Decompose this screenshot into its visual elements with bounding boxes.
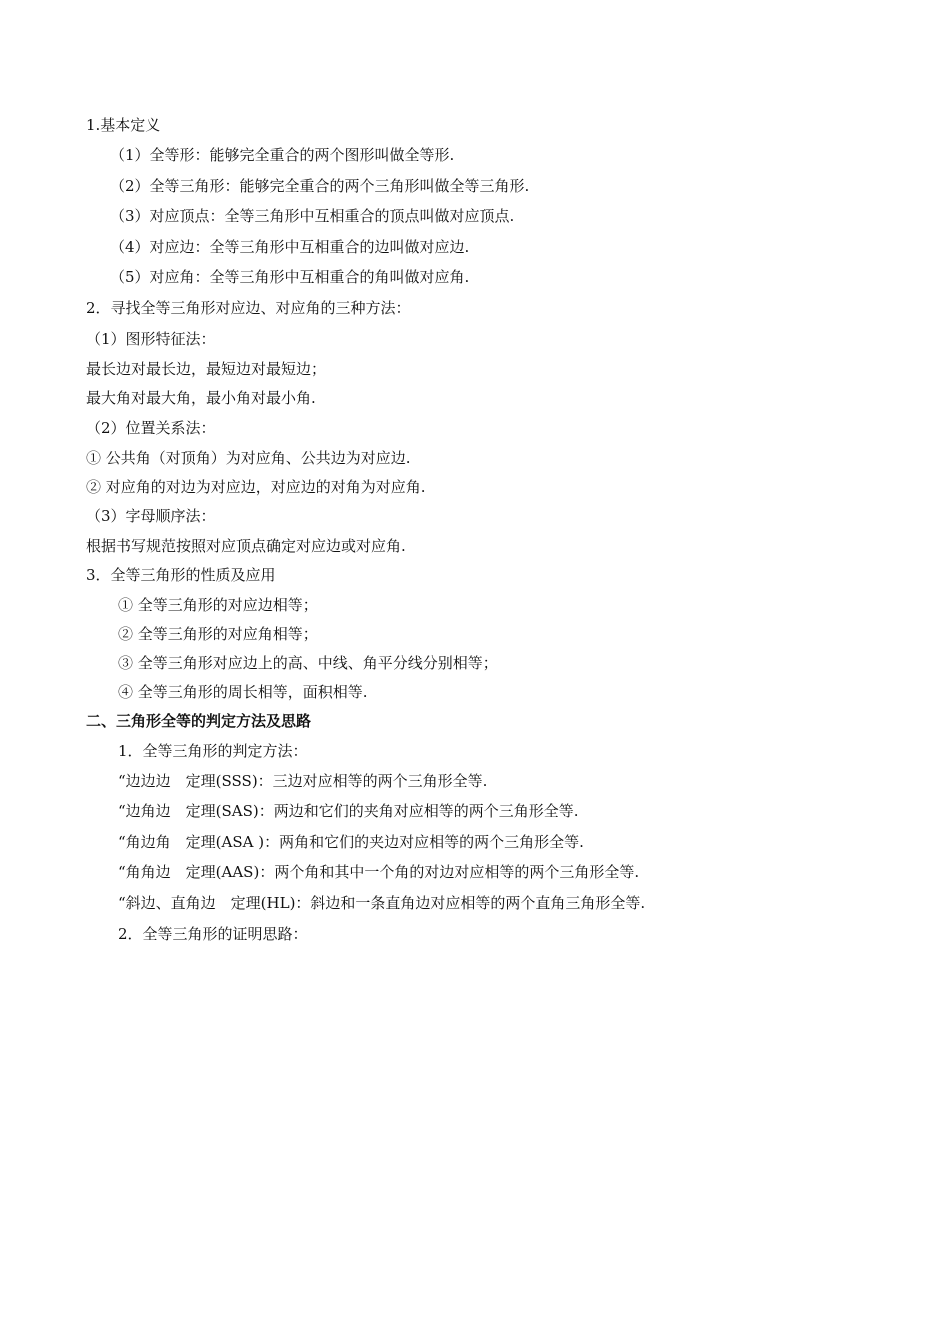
criterion-item: “边角边 定理(SAS)：两边和它们的夹角对应相等的两个三角形全等. [118,802,579,820]
method2-line: ① 公共角（对顶角）为对应角、公共边为对应边. [86,449,411,467]
definition-item: （4）对应边：全等三角形中互相重合的边叫做对应边. [110,238,470,256]
property-item: ③ 全等三角形对应边上的高、中线、角平分线分别相等； [118,654,498,672]
part2-heading: 二、三角形全等的判定方法及思路 [86,712,312,730]
definition-item: （1）全等形：能够完全重合的两个图形叫做全等形. [110,146,455,164]
criterion-item: “斜边、直角边 定理(HL)：斜边和一条直角边对应相等的两个直角三角形全等. [118,894,646,912]
criterion-item: “角角边 定理(AAS)：两个角和其中一个角的对边对应相等的两个三角形全等. [118,863,640,881]
property-item: ④ 全等三角形的周长相等，面积相等. [118,683,368,701]
method3-title: （3）字母顺序法： [86,507,216,525]
section3-heading: 3．全等三角形的性质及应用 [86,566,276,584]
definition-item: （5）对应角：全等三角形中互相重合的角叫做对应角. [110,268,470,286]
method1-line: 最长边对最长边，最短边对最短边； [86,360,327,378]
section2-heading: 2．寻找全等三角形对应边、对应角的三种方法： [86,299,411,317]
property-item: ② 全等三角形的对应角相等； [118,625,318,643]
property-item: ① 全等三角形的对应边相等； [118,596,318,614]
definition-item: （2）全等三角形：能够完全重合的两个三角形叫做全等三角形. [110,177,530,195]
method2-title: （2）位置关系法： [86,419,216,437]
method3-line: 根据书写规范按照对应顶点确定对应边或对应角. [86,537,406,555]
method1-line: 最大角对最大角，最小角对最小角. [86,389,316,407]
part2-subheading: 1．全等三角形的判定方法： [118,742,308,760]
definition-item: （3）对应顶点：全等三角形中互相重合的顶点叫做对应顶点. [110,207,515,225]
method2-line: ② 对应角的对边为对应边，对应边的对角为对应角. [86,478,426,496]
criterion-item: “角边角 定理(ASA )：两角和它们的夹边对应相等的两个三角形全等. [118,833,584,851]
section1-heading: 1.基本定义 [86,116,161,134]
criterion-item: “边边边 定理(SSS)：三边对应相等的两个三角形全等. [118,772,488,790]
method1-title: （1）图形特征法： [86,330,216,348]
part2-subheading: 2．全等三角形的证明思路： [118,925,308,943]
